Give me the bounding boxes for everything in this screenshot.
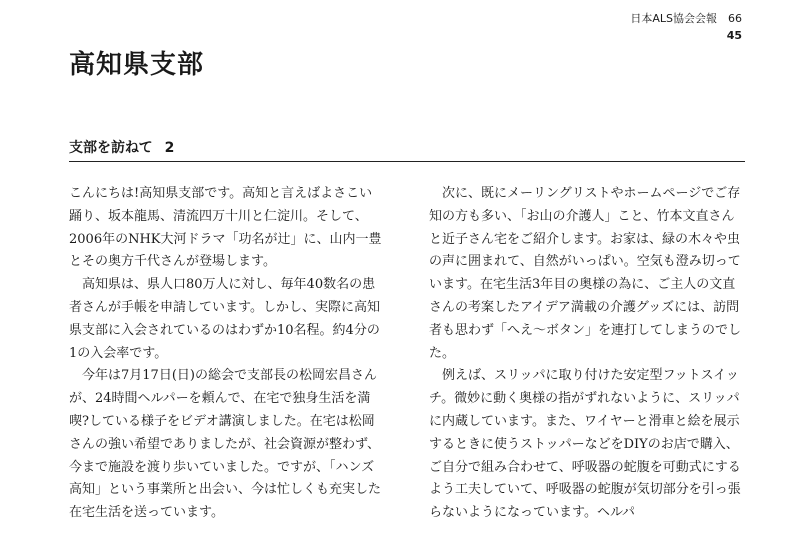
paragraph: 高知県は、県人口80万人に対し、毎年40数名の患者さんが手帳を申請しています。しかし、実際に高知県支部に入会されているのはわずか10名程。約4分の1の入会率です。 <box>69 277 380 361</box>
page-title: 高知県支部 <box>69 50 205 80</box>
left-column <box>69 183 383 525</box>
right-column <box>429 183 743 525</box>
paragraph: 今年は7月17日(日)の総会で支部長の松岡宏昌さんが、24時間ヘルパーを頼んで、在宅で独身生活を満喫?している様子をビデオ講演しました。在宅は松岡さんの強い希望でありましたが、社会資源が整わず、今まで施設を渡り歩いていました。ですが、「ハンズ高知」という事業所と出会い、今は忙しくも充実した在宅生活を送っています。 <box>69 368 382 521</box>
section-heading-number: 2 <box>164 140 175 156</box>
page-number: 45 <box>726 29 742 42</box>
journal-issue-label: 日本ALS協会会報 66 <box>630 12 742 25</box>
section-heading-label: 支部を訪ねて <box>69 140 153 156</box>
paragraph: 次に、既にメーリングリストやホームページでご存知の方も多い、「お山の介護人」こと、竹本文直さんと近子さん宅をご紹介します。お家は、緑の木々や虫の声に囲まれて、自然がいっぱい。空気も澄み切っています。在宅生活3年目の奥様の為に、ご主人の文直さんの考案したアイデア満載の介護グッズには、訪問者も思わず「へえ～ボタン」を連打してしまうのでした。 <box>429 186 742 361</box>
paragraph: こんにちは!高知県支部です。高知と言えばよさこい踊り、坂本龍馬、清流四万十川と仁淀川。そして、2006年のNHK大河ドラマ「功名が辻」に、山内一豊とその奥方千代さんが登場します。 <box>69 186 382 270</box>
section-heading <box>69 138 745 162</box>
page-header <box>630 10 742 44</box>
paragraph: 例えば、スリッパに取り付けた安定型フットスイッチ。微妙に動く奥様の指がずれないように、スリッパに内蔵しています。また、ワイヤーと滑車と絵を展示するときに使うストッパーなどをDIYのお店で購入、ご自分で組み合わせて、呼吸器の蛇腹を可動式にするよう工夫していて、呼吸器の蛇腹が気切部分を引っ張らないようになっています。ヘルパ <box>429 368 741 521</box>
